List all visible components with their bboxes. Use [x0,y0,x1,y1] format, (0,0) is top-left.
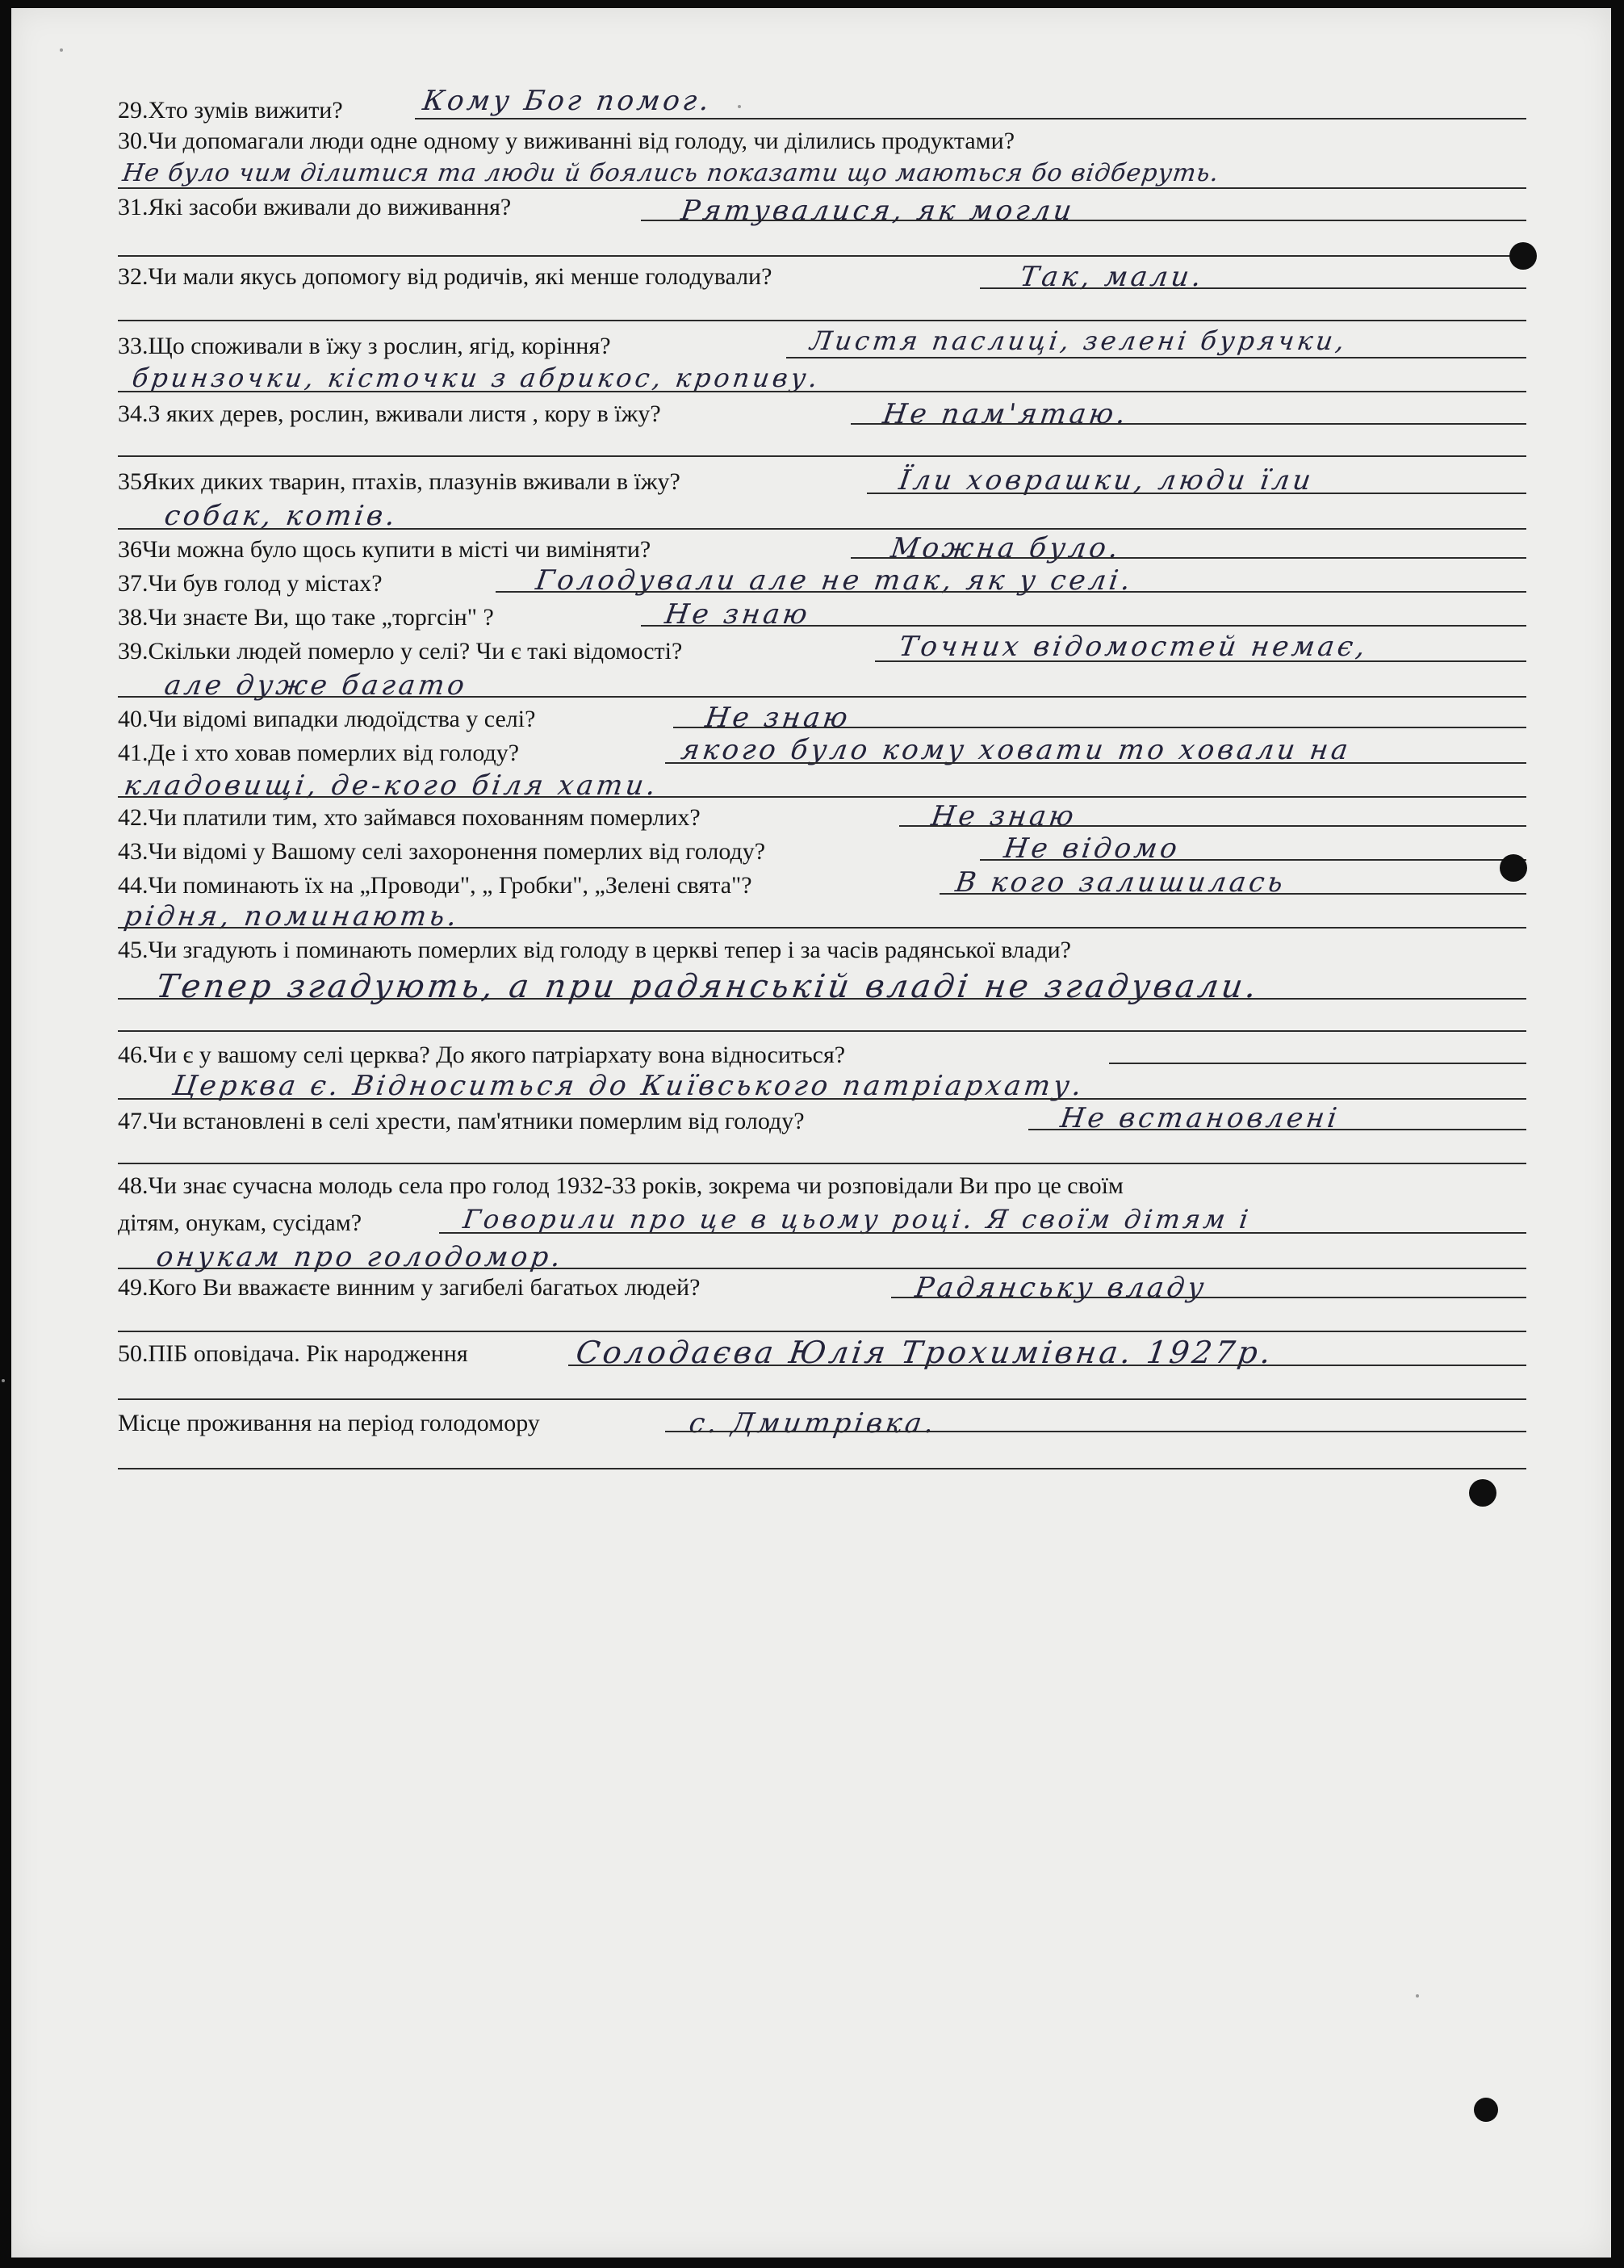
answer-line [786,357,1526,358]
answer-39-line1: Точних відомостей немає, [897,631,1371,663]
answer-41-line2: кладовищі, де-кого біля хати. [122,769,661,802]
question-40: 40.Чи відомі випадки людоїдства у селі? [118,706,536,732]
answer-37: Голодували але не так, як у селі. [534,564,1136,597]
answer-36: Можна було. [889,532,1124,564]
answer-line [118,1163,1526,1164]
question-47: 47.Чи встановлені в селі хрести, пам'ятники померлим від голоду? [118,1108,805,1134]
answer-35-line2: собак, котів. [162,500,400,532]
question-45: 45.Чи згадують і поминають померлих від голоду в церкві тепер і за часів радянської влади? [118,937,1071,963]
answer-45: Тепер згадують, а при радянській владі не згадували. [153,968,1262,1005]
answer-40: Не знаю [703,702,853,734]
paper-speck [1416,1994,1419,1998]
answer-line [118,1030,1526,1032]
question-31: 31.Які засоби вживали до виживання? [118,194,512,220]
answer-44-line2: рідня, поминають. [122,900,463,933]
question-48: 48.Чи знає сучасна молодь села про голод 1932-33 років, зокрема чи розповідали Ви про це своїм [118,1172,1124,1199]
answer-33-line1: Листя паслиці, зелені бурячки, [808,325,1350,356]
answer-line [118,1398,1526,1400]
answer-42: Не знаю [929,800,1079,832]
answer-line [118,796,1526,798]
question-38: 38.Чи знаєте Ви, що таке „торгсін" ? [118,604,494,631]
question-36: 36Чи можна було щось купити в місті чи виміняти? [118,536,651,563]
question-50: 50.ПІБ оповідача. Рік народження [118,1340,468,1367]
answer-35-line1: Їли ховрашки, люди їли [897,464,1316,497]
answer-44-line1: В кого залишилась [953,866,1288,899]
answer-line [665,1431,1526,1432]
answer-line [867,493,1526,494]
answer-line [118,927,1526,929]
answer-47: Не встановлені [1058,1102,1342,1134]
answer-line [1109,1063,1526,1064]
answer-line [980,859,1526,861]
answer-line [415,118,1526,119]
answer-43: Не відомо [1002,832,1182,865]
punch-hole [1474,2098,1498,2122]
answer-line [673,727,1526,728]
answer-line [891,1297,1526,1298]
question-48-cont: дітям, онукам, сусідам? [118,1209,362,1236]
question-39: 39.Скільки людей померло у селі? Чи є такі відомості? [118,638,683,664]
question-35: 35Яких диких тварин, птахів, плазунів вживали в їжу? [118,468,680,495]
answer-line [980,287,1526,289]
answer-29: Кому Бог помог. [421,85,714,117]
answer-32: Так, мали. [1018,261,1207,293]
answer-46: Церква є. Відноситься до Київського патріархату. [170,1070,1087,1102]
answer-line [118,696,1526,698]
answer-33-line2: бринзочки, кісточки з абрикос, кропиву. [130,363,823,393]
punch-hole [1509,242,1537,270]
answer-line [1028,1129,1526,1130]
answer-line [496,591,1526,593]
paper-speck [738,105,741,108]
answer-39-line2: але дуже багато [162,669,470,702]
question-30: 30.Чи допомагали люди одне одному у виживанні від голоду, чи ділились продуктами? [118,128,1015,154]
answer-30: Не було чим ділитися та люди й боялись показати що маються бо відберуть. [120,159,1221,187]
answer-line [641,220,1526,221]
answer-line [118,455,1526,457]
answer-line [118,1098,1526,1100]
answer-38: Не знаю [663,598,813,631]
answer-line [899,825,1526,827]
question-46: 46.Чи є у вашому селі церква? До якого патріархату вона відноситься? [118,1042,846,1068]
question-43: 43.Чи відомі у Вашому селі захоронення померлих від голоду? [118,838,766,865]
question-44: 44.Чи поминають їх на „Проводи", „ Гробки", „Зелені свята"? [118,872,752,899]
answer-line [568,1365,1526,1366]
answer-line [118,998,1526,1000]
punch-hole [1469,1479,1496,1507]
answer-line [875,660,1526,662]
answer-place: с. Дмитрівка. [687,1407,940,1440]
question-32: 32.Чи мали якусь допомогу від родичів, які менше голодували? [118,263,772,290]
question-34: 34.З яких дерев, рослин, вживали листя , кору в їжу? [118,400,661,427]
answer-line [851,557,1526,559]
question-29: 29.Хто зумів вижити? [118,97,343,124]
answer-line [439,1232,1526,1234]
paper-speck [60,48,63,52]
answer-line [665,762,1526,764]
answer-41-line1: якого було кому ховати то ховали на [679,734,1354,766]
answer-50: Солодаєва Юлія Трохимівна. 1927р. [573,1335,1277,1370]
questionnaire-sheet [11,8,1611,2258]
answer-line [118,255,1526,257]
answer-31: Рятувалися, як могли [679,195,1077,227]
answer-line [118,1268,1526,1269]
question-42: 42.Чи платили тим, хто займався похованням померлих? [118,804,701,831]
answer-49: Радянську владу [913,1272,1209,1304]
question-49: 49.Кого Ви вважаєте винним у загибелі багатьох людей? [118,1274,701,1301]
answer-line [118,528,1526,530]
answer-48-line2: онукам про голодомор. [154,1241,566,1273]
answer-line [118,1331,1526,1332]
answer-34: Не пам'ятаю. [881,398,1131,430]
answer-line [118,391,1526,392]
punch-hole [1500,854,1527,882]
answer-line [118,187,1526,189]
question-33: 33.Що споживали в їжу з рослин, ягід, коріння? [118,333,611,359]
question-41: 41.Де і хто ховав померлих від голоду? [118,740,520,766]
answer-line [118,320,1526,321]
answer-48-line1: Говорили про це в цьому році. Я своїм дітям і [461,1204,1254,1235]
question-place: Місце проживання на період голодомору [118,1410,540,1436]
margin-speck [2,1379,5,1382]
answer-line [940,893,1526,895]
answer-line [641,625,1526,627]
question-37: 37.Чи був голод у містах? [118,570,383,597]
answer-line [851,423,1526,425]
answer-line [118,1468,1526,1469]
